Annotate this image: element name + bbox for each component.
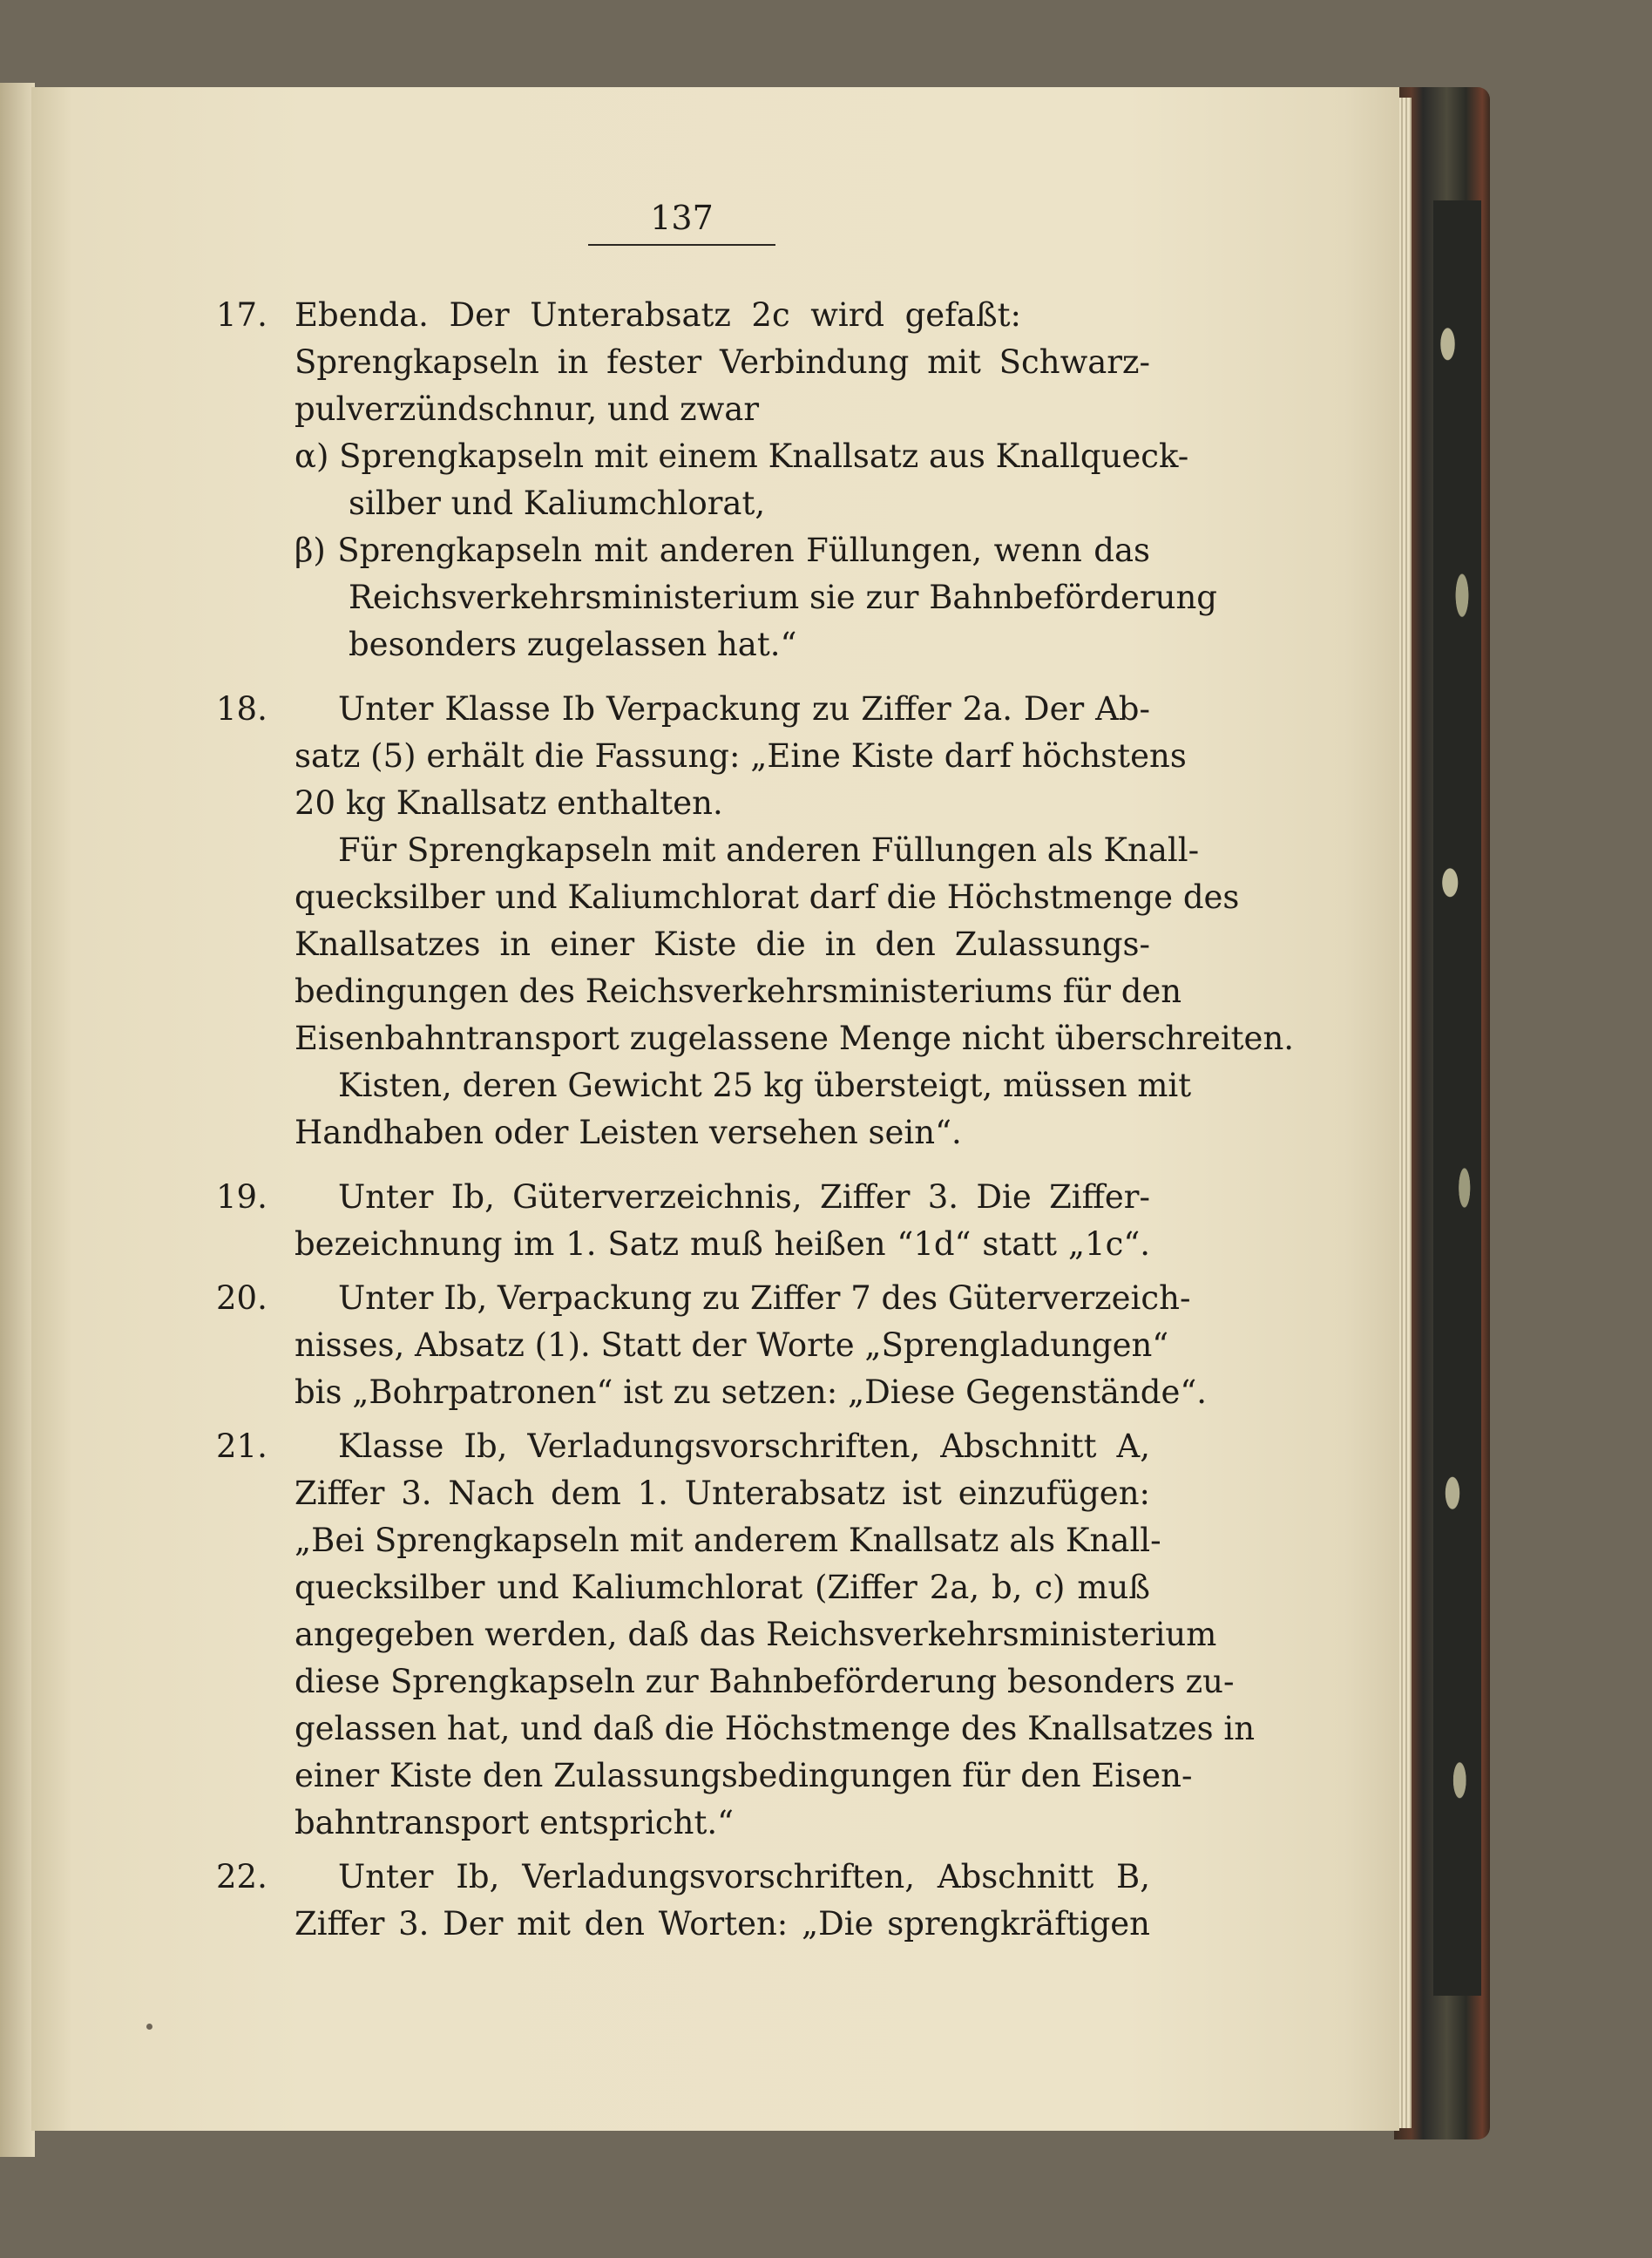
marbled-cover-edge [1433,200,1481,1996]
item-number: 21. [216,1427,267,1465]
text-line: silber und Kaliumchlorat, [349,485,766,522]
text-line: Knallsatzes in einer Kiste die in den Zulassungs- [295,926,1150,963]
text-line: 20 kg Knallsatz enthalten. [295,784,723,822]
text-line: Klasse Ib, Verladungsvorschriften, Abschnitt A, [338,1427,1150,1465]
text-line: Ziffer 3. Der mit den Worten: „Die sprengkräftigen [295,1905,1150,1943]
text-line: Ebenda. Der Unterabsatz 2c wird gefaßt: [295,296,1021,334]
text-line: Unter Klasse Ib Verpackung zu Ziffer 2a. Der Ab- [338,690,1150,728]
text-line: angegeben werden, daß das Reichsverkehrsministerium [295,1616,1217,1653]
text-line: Handhaben oder Leisten versehen sein“. [295,1114,962,1151]
page-number: 137 [650,199,714,237]
text-line: diese Sprengkapseln zur Bahnbeförderung besonders zu- [295,1663,1235,1700]
paper-speck [146,2024,152,2030]
text-line: einer Kiste den Zulassungsbedingungen für den Eisen- [295,1757,1193,1794]
text-line: Kisten, deren Gewicht 25 kg übersteigt, müssen mit [338,1067,1192,1104]
item-number: 22. [216,1858,267,1895]
item-number: 18. [216,690,267,728]
text-line: bis „Bohrpatronen“ ist zu setzen: „Diese Gegenstände“. [295,1373,1208,1411]
text-line: Eisenbahntransport zugelassene Menge nicht überschreiten. [295,1020,1295,1057]
text-line: besonders zugelassen hat.“ [349,626,797,663]
text-line: Für Sprengkapseln mit anderen Füllungen als Knall- [338,831,1200,869]
text-line: pulverzündschnur, und zwar [295,390,760,428]
item-number: 20. [216,1279,267,1317]
text-line: nisses, Absatz (1). Statt der Worte „Sprengladungen“ [295,1326,1169,1364]
text-line: Reichsverkehrsministerium sie zur Bahnbeförderung [349,579,1217,616]
text-line: gelassen hat, und daß die Höchstmenge des Knallsatzes in [295,1710,1256,1747]
facing-page-edge [0,83,35,2157]
text-line: Unter Ib, Güterverzeichnis, Ziffer 3. Die Ziffer- [338,1178,1150,1216]
text-line: bahntransport entspricht.“ [295,1804,734,1841]
page-number-rule [588,244,775,246]
text-line: satz (5) erhält die Fassung: „Eine Kiste darf höchstens [295,737,1187,775]
text-line: α) Sprengkapseln mit einem Knallsatz aus Knallqueck- [295,437,1189,475]
text-line: quecksilber und Kaliumchlorat (Ziffer 2a, b, c) muß [295,1569,1150,1606]
text-line: quecksilber und Kaliumchlorat darf die Höchstmenge des [295,878,1240,916]
item-number: 17. [216,296,267,334]
text-line: β) Sprengkapseln mit anderen Füllungen, wenn das [295,532,1150,569]
text-line: Ziffer 3. Nach dem 1. Unterabsatz ist einzufügen: [295,1475,1150,1512]
text-line: bedingungen des Reichsverkehrsministeriums für den [295,973,1182,1010]
text-line: bezeichnung im 1. Satz muß heißen “1d“ statt „1c“. [295,1225,1150,1263]
text-line: Sprengkapseln in fester Verbindung mit Schwarz- [295,343,1150,381]
text-line: Unter Ib, Verladungsvorschriften, Abschnitt B, [338,1858,1150,1895]
text-line: Unter Ib, Verpackung zu Ziffer 7 des Güterverzeich- [338,1279,1191,1317]
text-line: „Bei Sprengkapseln mit anderem Knallsatz als Knall- [295,1522,1161,1559]
item-number: 19. [216,1178,267,1216]
